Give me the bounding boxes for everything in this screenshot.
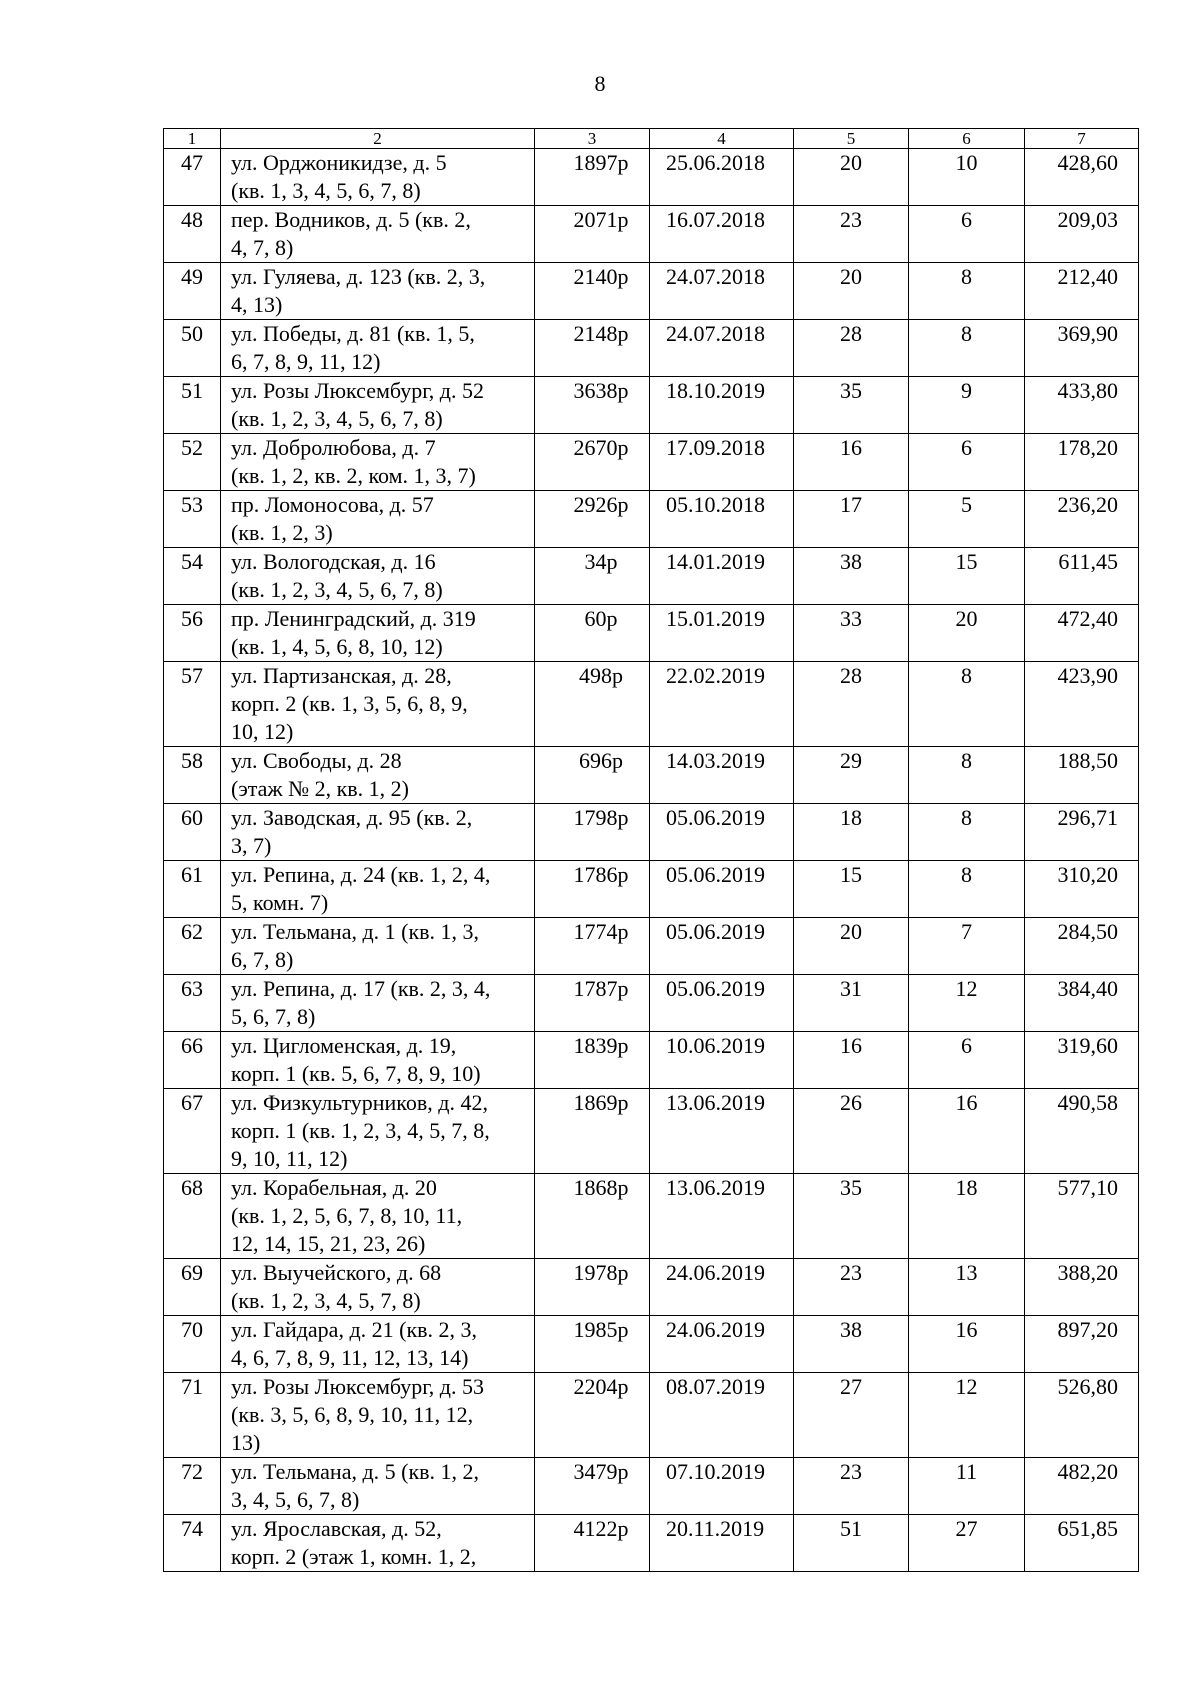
- order-number-cell: 1798р: [535, 804, 650, 861]
- column-6-cell: 13: [909, 1259, 1025, 1316]
- area-cell: 428,60: [1025, 149, 1139, 206]
- area-cell: 296,71: [1025, 804, 1139, 861]
- address-cell: [221, 1515, 535, 1572]
- address-cell: [221, 1373, 535, 1458]
- address-line: ул. Победы, д. 81 (кв. 1, 5,: [231, 321, 475, 346]
- area-cell: 482,20: [1025, 1458, 1139, 1515]
- column-6-cell: 8: [909, 662, 1025, 747]
- address-line: 12, 14, 15, 21, 23, 26): [231, 1231, 426, 1256]
- row-number-cell: 57: [164, 662, 221, 747]
- address-line: 4, 6, 7, 8, 9, 11, 12, 13, 14): [231, 1345, 469, 1370]
- column-6-cell: 8: [909, 804, 1025, 861]
- order-number-cell: 2140р: [535, 263, 650, 320]
- row-number-cell: 50: [164, 320, 221, 377]
- date-cell: 16.07.2018: [650, 206, 794, 263]
- address-line: пр. Ленинградский, д. 319: [231, 606, 476, 631]
- column-6-cell: 15: [909, 548, 1025, 605]
- order-number-cell: 1774р: [535, 918, 650, 975]
- address-line: ул. Цигломенская, д. 19,: [231, 1033, 457, 1058]
- column-header-1: 1: [164, 129, 221, 149]
- address-line: (кв. 1, 4, 5, 6, 8, 10, 12): [231, 634, 443, 659]
- row-number-cell: 70: [164, 1316, 221, 1373]
- table-header: [164, 129, 1139, 149]
- address-line: корп. 1 (кв. 1, 2, 3, 4, 5, 7, 8,: [231, 1118, 490, 1143]
- address-line: ул. Репина, д. 24 (кв. 1, 2, 4,: [231, 862, 491, 887]
- row-number-cell: 47: [164, 149, 221, 206]
- table-row: [164, 662, 1139, 747]
- column-6-cell: 6: [909, 206, 1025, 263]
- date-cell: 05.06.2019: [650, 918, 794, 975]
- address-line: 6, 7, 8): [231, 947, 294, 972]
- address-cell: [221, 662, 535, 747]
- row-number-cell: 69: [164, 1259, 221, 1316]
- row-number-cell: 66: [164, 1032, 221, 1089]
- area-cell: 384,40: [1025, 975, 1139, 1032]
- area-cell: 284,50: [1025, 918, 1139, 975]
- address-line: корп. 2 (этаж 1, комн. 1, 2,: [231, 1544, 477, 1569]
- address-line: пр. Ломоносова, д. 57: [231, 492, 434, 517]
- address-line: 3, 7): [231, 833, 272, 858]
- date-cell: 22.02.2019: [650, 662, 794, 747]
- register-table: [163, 128, 1139, 1572]
- row-number-cell: 71: [164, 1373, 221, 1458]
- table-body: [164, 149, 1139, 1572]
- area-cell: 388,20: [1025, 1259, 1139, 1316]
- address-line: (кв. 1, 2, 3, 4, 5, 6, 7, 8): [231, 406, 443, 431]
- row-number-cell: 74: [164, 1515, 221, 1572]
- address-line: ул. Репина, д. 17 (кв. 2, 3, 4,: [231, 976, 491, 1001]
- area-cell: 526,80: [1025, 1373, 1139, 1458]
- table-row: [164, 975, 1139, 1032]
- date-cell: 05.10.2018: [650, 491, 794, 548]
- table-row: [164, 377, 1139, 434]
- date-cell: 25.06.2018: [650, 149, 794, 206]
- area-cell: 490,58: [1025, 1089, 1139, 1174]
- column-header-3: 3: [535, 129, 650, 149]
- order-number-cell: 1839р: [535, 1032, 650, 1089]
- table-row: [164, 491, 1139, 548]
- column-header-6: 6: [909, 129, 1025, 149]
- table-row: [164, 263, 1139, 320]
- column-6-cell: 16: [909, 1316, 1025, 1373]
- row-number-cell: 58: [164, 747, 221, 804]
- address-line: ул. Орджоникидзе, д. 5: [231, 150, 447, 175]
- address-line: 4, 13): [231, 292, 283, 317]
- column-5-cell: 29: [794, 747, 909, 804]
- column-5-cell: 33: [794, 605, 909, 662]
- address-cell: [221, 918, 535, 975]
- order-number-cell: 2148р: [535, 320, 650, 377]
- address-line: ул. Розы Люксембург, д. 53: [231, 1374, 484, 1399]
- column-6-cell: 10: [909, 149, 1025, 206]
- order-number-cell: 1985р: [535, 1316, 650, 1373]
- address-line: (кв. 1, 2, 3, 4, 5, 6, 7, 8): [231, 577, 443, 602]
- column-6-cell: 12: [909, 1373, 1025, 1458]
- address-cell: [221, 605, 535, 662]
- date-cell: 24.06.2019: [650, 1259, 794, 1316]
- column-5-cell: 28: [794, 320, 909, 377]
- header-row: [164, 129, 1139, 149]
- address-line: ул. Ярославская, д. 52,: [231, 1516, 442, 1541]
- row-number-cell: 49: [164, 263, 221, 320]
- address-cell: [221, 804, 535, 861]
- column-5-cell: 31: [794, 975, 909, 1032]
- column-5-cell: 16: [794, 434, 909, 491]
- date-cell: 05.06.2019: [650, 975, 794, 1032]
- date-cell: 24.07.2018: [650, 263, 794, 320]
- address-cell: [221, 975, 535, 1032]
- date-cell: 14.03.2019: [650, 747, 794, 804]
- address-line: 5, 6, 7, 8): [231, 1004, 316, 1029]
- order-number-cell: 1897р: [535, 149, 650, 206]
- address-cell: [221, 434, 535, 491]
- column-header-4: 4: [650, 129, 794, 149]
- date-cell: 24.06.2019: [650, 1316, 794, 1373]
- column-header-5: 5: [794, 129, 909, 149]
- row-number-cell: 53: [164, 491, 221, 548]
- date-cell: 10.06.2019: [650, 1032, 794, 1089]
- column-6-cell: 9: [909, 377, 1025, 434]
- order-number-cell: 3638р: [535, 377, 650, 434]
- address-line: ул. Партизанская, д. 28,: [231, 663, 452, 688]
- address-line: (кв. 1, 2, кв. 2, ком. 1, 3, 7): [231, 463, 476, 488]
- column-5-cell: 20: [794, 263, 909, 320]
- area-cell: 611,45: [1025, 548, 1139, 605]
- column-6-cell: 16: [909, 1089, 1025, 1174]
- column-header-2: 2: [221, 129, 535, 149]
- column-6-cell: 8: [909, 747, 1025, 804]
- address-cell: [221, 1032, 535, 1089]
- table-row: [164, 747, 1139, 804]
- address-line: (кв. 3, 5, 6, 8, 9, 10, 11, 12,: [231, 1402, 474, 1427]
- address-line: 5, комн. 7): [231, 890, 329, 915]
- date-cell: 05.06.2019: [650, 861, 794, 918]
- address-cell: [221, 747, 535, 804]
- order-number-cell: 2670р: [535, 434, 650, 491]
- row-number-cell: 67: [164, 1089, 221, 1174]
- address-line: ул. Добролюбова, д. 7: [231, 435, 436, 460]
- address-line: 9, 10, 11, 12): [231, 1146, 348, 1171]
- row-number-cell: 68: [164, 1174, 221, 1259]
- column-6-cell: 12: [909, 975, 1025, 1032]
- area-cell: 897,20: [1025, 1316, 1139, 1373]
- address-line: ул. Свободы, д. 28: [231, 748, 402, 773]
- address-line: ул. Розы Люксембург, д. 52: [231, 378, 484, 403]
- column-6-cell: 5: [909, 491, 1025, 548]
- date-cell: 08.07.2019: [650, 1373, 794, 1458]
- address-cell: [221, 861, 535, 918]
- order-number-cell: 1978р: [535, 1259, 650, 1316]
- order-number-cell: 34р: [535, 548, 650, 605]
- table-row: [164, 1089, 1139, 1174]
- column-5-cell: 38: [794, 548, 909, 605]
- address-line: ул. Гайдара, д. 21 (кв. 2, 3,: [231, 1317, 478, 1342]
- column-6-cell: 6: [909, 1032, 1025, 1089]
- address-line: (кв. 1, 2, 5, 6, 7, 8, 10, 11,: [231, 1203, 463, 1228]
- column-5-cell: 20: [794, 149, 909, 206]
- column-5-cell: 26: [794, 1089, 909, 1174]
- area-cell: 472,40: [1025, 605, 1139, 662]
- address-line: ул. Тельмана, д. 5 (кв. 1, 2,: [231, 1459, 480, 1484]
- row-number-cell: 54: [164, 548, 221, 605]
- address-line: ул. Выучейского, д. 68: [231, 1260, 442, 1285]
- row-number-cell: 56: [164, 605, 221, 662]
- row-number-cell: 48: [164, 206, 221, 263]
- address-line: ул. Корабельная, д. 20: [231, 1175, 437, 1200]
- table-row: [164, 1316, 1139, 1373]
- row-number-cell: 61: [164, 861, 221, 918]
- page-number: 8: [594, 71, 606, 96]
- address-cell: [221, 377, 535, 434]
- column-5-cell: 51: [794, 1515, 909, 1572]
- date-cell: 18.10.2019: [650, 377, 794, 434]
- column-6-cell: 8: [909, 861, 1025, 918]
- address-line: корп. 2 (кв. 1, 3, 5, 6, 8, 9,: [231, 691, 468, 716]
- table-row: [164, 1373, 1139, 1458]
- table-row: [164, 1259, 1139, 1316]
- table-row: [164, 434, 1139, 491]
- date-cell: 05.06.2019: [650, 804, 794, 861]
- table-row: [164, 918, 1139, 975]
- date-cell: 07.10.2019: [650, 1458, 794, 1515]
- column-5-cell: 28: [794, 662, 909, 747]
- column-5-cell: 23: [794, 206, 909, 263]
- order-number-cell: 1868р: [535, 1174, 650, 1259]
- address-line: (этаж № 2, кв. 1, 2): [231, 776, 410, 801]
- area-cell: 310,20: [1025, 861, 1139, 918]
- column-5-cell: 15: [794, 861, 909, 918]
- address-line: ул. Гуляева, д. 123 (кв. 2, 3,: [231, 264, 486, 289]
- table-row: [164, 320, 1139, 377]
- column-6-cell: 18: [909, 1174, 1025, 1259]
- address-line: (кв. 1, 3, 4, 5, 6, 7, 8): [231, 178, 421, 203]
- date-cell: 17.09.2018: [650, 434, 794, 491]
- table-row: [164, 1174, 1139, 1259]
- table-row: [164, 206, 1139, 263]
- address-cell: [221, 1458, 535, 1515]
- date-cell: 24.07.2018: [650, 320, 794, 377]
- order-number-cell: 498р: [535, 662, 650, 747]
- area-cell: 188,50: [1025, 747, 1139, 804]
- row-number-cell: 52: [164, 434, 221, 491]
- address-cell: [221, 320, 535, 377]
- column-header-7: 7: [1025, 129, 1139, 149]
- column-6-cell: 11: [909, 1458, 1025, 1515]
- area-cell: 423,90: [1025, 662, 1139, 747]
- column-5-cell: 23: [794, 1458, 909, 1515]
- column-5-cell: 16: [794, 1032, 909, 1089]
- address-line: (кв. 1, 2, 3): [231, 520, 333, 545]
- address-cell: [221, 263, 535, 320]
- address-line: пер. Водников, д. 5 (кв. 2,: [231, 207, 471, 232]
- column-6-cell: 27: [909, 1515, 1025, 1572]
- address-line: 4, 7, 8): [231, 235, 294, 260]
- table-row: [164, 548, 1139, 605]
- column-5-cell: 20: [794, 918, 909, 975]
- table-row: [164, 804, 1139, 861]
- date-cell: 14.01.2019: [650, 548, 794, 605]
- area-cell: 577,10: [1025, 1174, 1139, 1259]
- address-line: ул. Физкультурников, д. 42,: [231, 1090, 488, 1115]
- address-line: ул. Тельмана, д. 1 (кв. 1, 3,: [231, 919, 480, 944]
- order-number-cell: 2926р: [535, 491, 650, 548]
- column-6-cell: 8: [909, 320, 1025, 377]
- address-line: ул. Заводская, д. 95 (кв. 2,: [231, 805, 473, 830]
- address-line: ул. Вологодская, д. 16: [231, 549, 436, 574]
- address-cell: [221, 548, 535, 605]
- area-cell: 651,85: [1025, 1515, 1139, 1572]
- area-cell: 178,20: [1025, 434, 1139, 491]
- date-cell: 20.11.2019: [650, 1515, 794, 1572]
- address-cell: [221, 206, 535, 263]
- order-number-cell: 60р: [535, 605, 650, 662]
- table-row: [164, 1458, 1139, 1515]
- area-cell: 433,80: [1025, 377, 1139, 434]
- column-5-cell: 18: [794, 804, 909, 861]
- area-cell: 369,90: [1025, 320, 1139, 377]
- address-cell: [221, 1259, 535, 1316]
- order-number-cell: 1786р: [535, 861, 650, 918]
- row-number-cell: 60: [164, 804, 221, 861]
- address-line: 3, 4, 5, 6, 7, 8): [231, 1487, 360, 1512]
- address-line: 10, 12): [231, 719, 294, 744]
- address-line: 13): [231, 1430, 261, 1455]
- address-cell: [221, 1316, 535, 1373]
- column-6-cell: 6: [909, 434, 1025, 491]
- order-number-cell: 1787р: [535, 975, 650, 1032]
- column-5-cell: 35: [794, 1174, 909, 1259]
- table-row: [164, 1515, 1139, 1572]
- column-6-cell: 8: [909, 263, 1025, 320]
- row-number-cell: 72: [164, 1458, 221, 1515]
- column-5-cell: 23: [794, 1259, 909, 1316]
- order-number-cell: 4122р: [535, 1515, 650, 1572]
- address-cell: [221, 1089, 535, 1174]
- address-line: корп. 1 (кв. 5, 6, 7, 8, 9, 10): [231, 1061, 481, 1086]
- row-number-cell: 51: [164, 377, 221, 434]
- address-line: 6, 7, 8, 9, 11, 12): [231, 349, 381, 374]
- column-5-cell: 38: [794, 1316, 909, 1373]
- row-number-cell: 62: [164, 918, 221, 975]
- table-row: [164, 1032, 1139, 1089]
- order-number-cell: 696р: [535, 747, 650, 804]
- date-cell: 15.01.2019: [650, 605, 794, 662]
- address-line: (кв. 1, 2, 3, 4, 5, 7, 8): [231, 1288, 421, 1313]
- order-number-cell: 1869р: [535, 1089, 650, 1174]
- area-cell: 319,60: [1025, 1032, 1139, 1089]
- table-row: [164, 149, 1139, 206]
- column-6-cell: 7: [909, 918, 1025, 975]
- address-cell: [221, 1174, 535, 1259]
- column-5-cell: 35: [794, 377, 909, 434]
- address-cell: [221, 491, 535, 548]
- table-row: [164, 861, 1139, 918]
- table-row: [164, 605, 1139, 662]
- order-number-cell: 3479р: [535, 1458, 650, 1515]
- column-6-cell: 20: [909, 605, 1025, 662]
- area-cell: 209,03: [1025, 206, 1139, 263]
- address-cell: [221, 149, 535, 206]
- date-cell: 13.06.2019: [650, 1174, 794, 1259]
- area-cell: 236,20: [1025, 491, 1139, 548]
- date-cell: 13.06.2019: [650, 1089, 794, 1174]
- row-number-cell: 63: [164, 975, 221, 1032]
- area-cell: 212,40: [1025, 263, 1139, 320]
- order-number-cell: 2204р: [535, 1373, 650, 1458]
- column-5-cell: 17: [794, 491, 909, 548]
- order-number-cell: 2071р: [535, 206, 650, 263]
- column-5-cell: 27: [794, 1373, 909, 1458]
